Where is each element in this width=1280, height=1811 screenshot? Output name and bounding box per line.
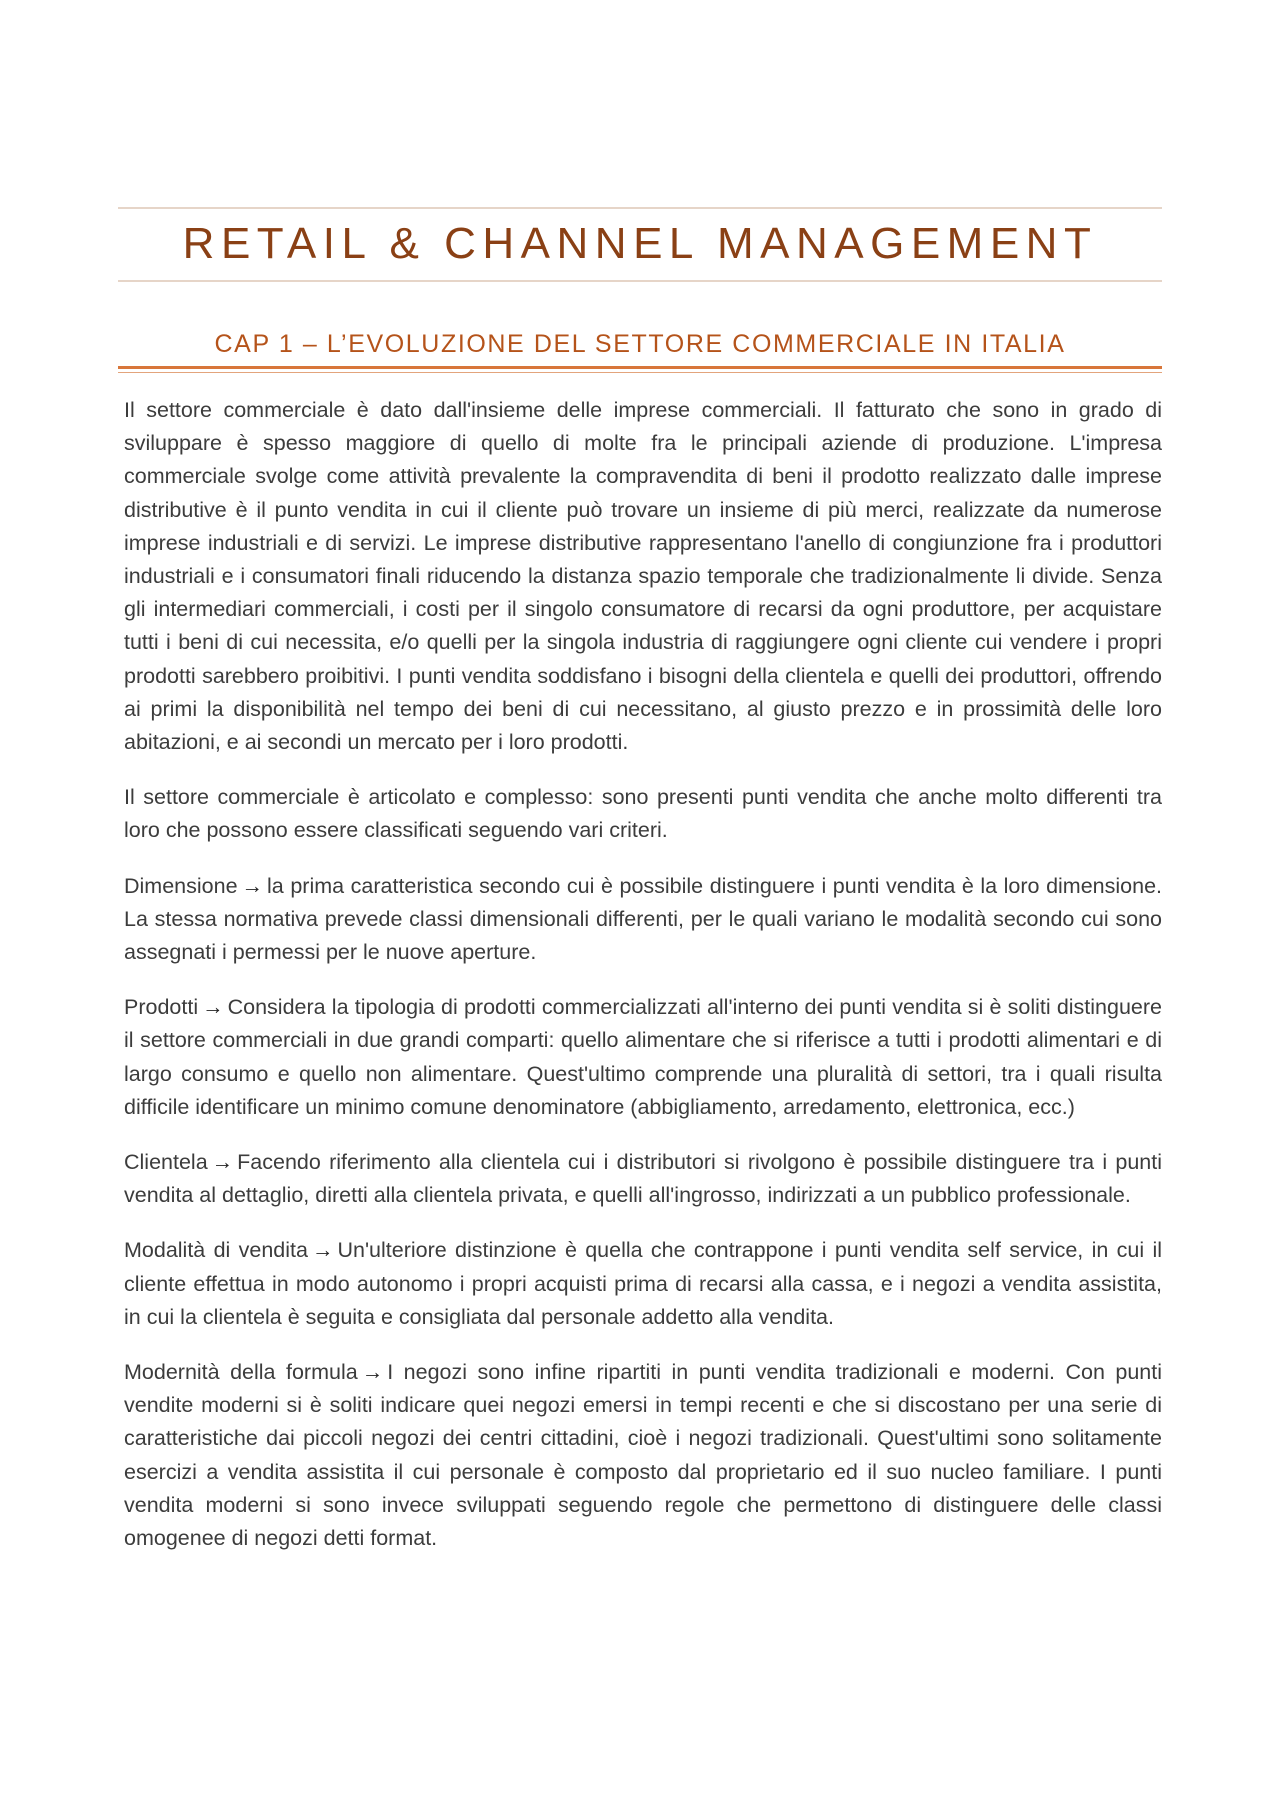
title-top-rule: [118, 207, 1162, 209]
criterion-term: Modernità della formula: [124, 1360, 358, 1385]
arrow-icon: →: [311, 1238, 334, 1263]
criterion-term: Prodotti: [124, 995, 199, 1020]
paragraph-classification: Il settore commerciale è articolato e complesso: sono presenti punti vendita che anche molto differenti tra loro che possono essere classificati seguendo vari criteri.: [124, 785, 1162, 843]
paragraph-modernita-formula: [124, 1356, 1162, 1555]
criterion-text: I negozi sono infine ripartiti in punti vendita tradizionali e moderni. Con punti vendite moderni si è soliti indicare quei negozi emersi in tempi recenti e che si discostano per una serie di caratteristiche dai piccoli negozi dei centri cittadini, cioè i negozi tradizionali. Quest'ultimi sono solitamente esercizi a vendita assistita il cui personale è composto dal proprietario ed il suo nucleo familiare. I punti vendita moderni si sono invece sviluppati seguendo regole che permettono di distinguere delle classi omogenee di negozi detti format.: [124, 1360, 1163, 1551]
title-bottom-rule: [118, 280, 1162, 282]
criterion-text: Facendo riferimento alla clientela cui i distributori si rivolgono è possibile distinguere tra i punti vendita al dettaglio, diretti alla clientela privata, e quelli all'ingrosso, indirizzati a un pubblico professionale.: [124, 1150, 1162, 1208]
arrow-icon: →: [361, 1360, 384, 1385]
paragraph-dimensione: [124, 870, 1162, 970]
criterion-term: Clientela: [124, 1150, 208, 1175]
criterion-term: Modalità di vendita: [124, 1238, 308, 1263]
chapter-heading: CAP 1 – L’EVOLUZIONE DEL SETTORE COMMERCIALE IN ITALIA: [214, 330, 1066, 358]
paragraph-intro: Il settore commerciale è dato dall'insieme delle imprese commerciali. Il fatturato che sono in grado di sviluppare è spesso maggiore di quello di molte fra le principali aziende di produzione. L'impresa commerciale svolge come attività prevalente la compravendita di beni il prodotto realizzato dalle imprese distributive è il punto vendita in cui il cliente può trovare un insieme di più merci, realizzate da numerose imprese industriali e di servizi. Le imprese distributive rappresentano l'anello di congiunzione fra i produttori industriali e i consumatori finali riducendo la distanza spazio temporale che tradizionalmente li divide. Senza gli intermediari commerciali, i costi per il singolo consumatore di recarsi da ogni produttore, per acquistare tutti i beni di cui necessita, e/o quelli per la singola industria di raggiungere ogni cliente cui vendere i propri prodotti sarebbero proibitivi. I punti vendita soddisfano i bisogni della clientela e quelli dei produttori, offrendo ai primi la disponibilità nel tempo dei beni di cui necessitano, al giusto prezzo e in prossimità delle loro abitazioni, e ai secondi un mercato per i loro prodotti.: [124, 398, 1162, 755]
criterion-text: Considera la tipologia di prodotti commercializzati all'interno dei punti vendita si è soliti distinguere il settore commerciali in due grandi comparti: quello alimentare che si riferisce a tutti i prodotti alimentari e di largo consumo e quello non alimentare. Quest'ultimo comprende una pluralità di settori, tra i quali risulta difficile identificare un minimo comune denominatore (abbigliamento, arredamento, elettronica, ecc.): [124, 995, 1162, 1119]
chapter-underline: [118, 366, 1162, 369]
document-title: RETAIL & CHANNEL MANAGEMENT: [182, 219, 1098, 268]
arrow-icon: →: [241, 873, 264, 898]
paragraph-prodotti: [124, 991, 1162, 1124]
criterion-text: Un'ulteriore distinzione è quella che contrappone i punti vendita self service, in cui il cliente effettua in modo autonomo i propri acquisti prima di recarsi alla cassa, e i negozi a vendita assistita, in cui la clientela è seguita e consigliata dal personale addetto alla vendita.: [124, 1238, 1162, 1329]
arrow-icon: →: [211, 1150, 234, 1175]
document-body: [124, 394, 1162, 1577]
criterion-text: la prima caratteristica secondo cui è possibile distinguere i punti vendita è la loro dimensione. La stessa normativa prevede classi dimensionali differenti, per le quali variano le modalità secondo cui sono assegnati i permessi per le nuove aperture.: [124, 873, 1162, 965]
arrow-icon: →: [202, 995, 224, 1020]
paragraph-clientela: [124, 1146, 1162, 1212]
criterion-term: Dimensione: [124, 873, 238, 898]
paragraph-modalita-vendita: [124, 1234, 1162, 1334]
chapter-underline-thin: [118, 372, 1162, 373]
